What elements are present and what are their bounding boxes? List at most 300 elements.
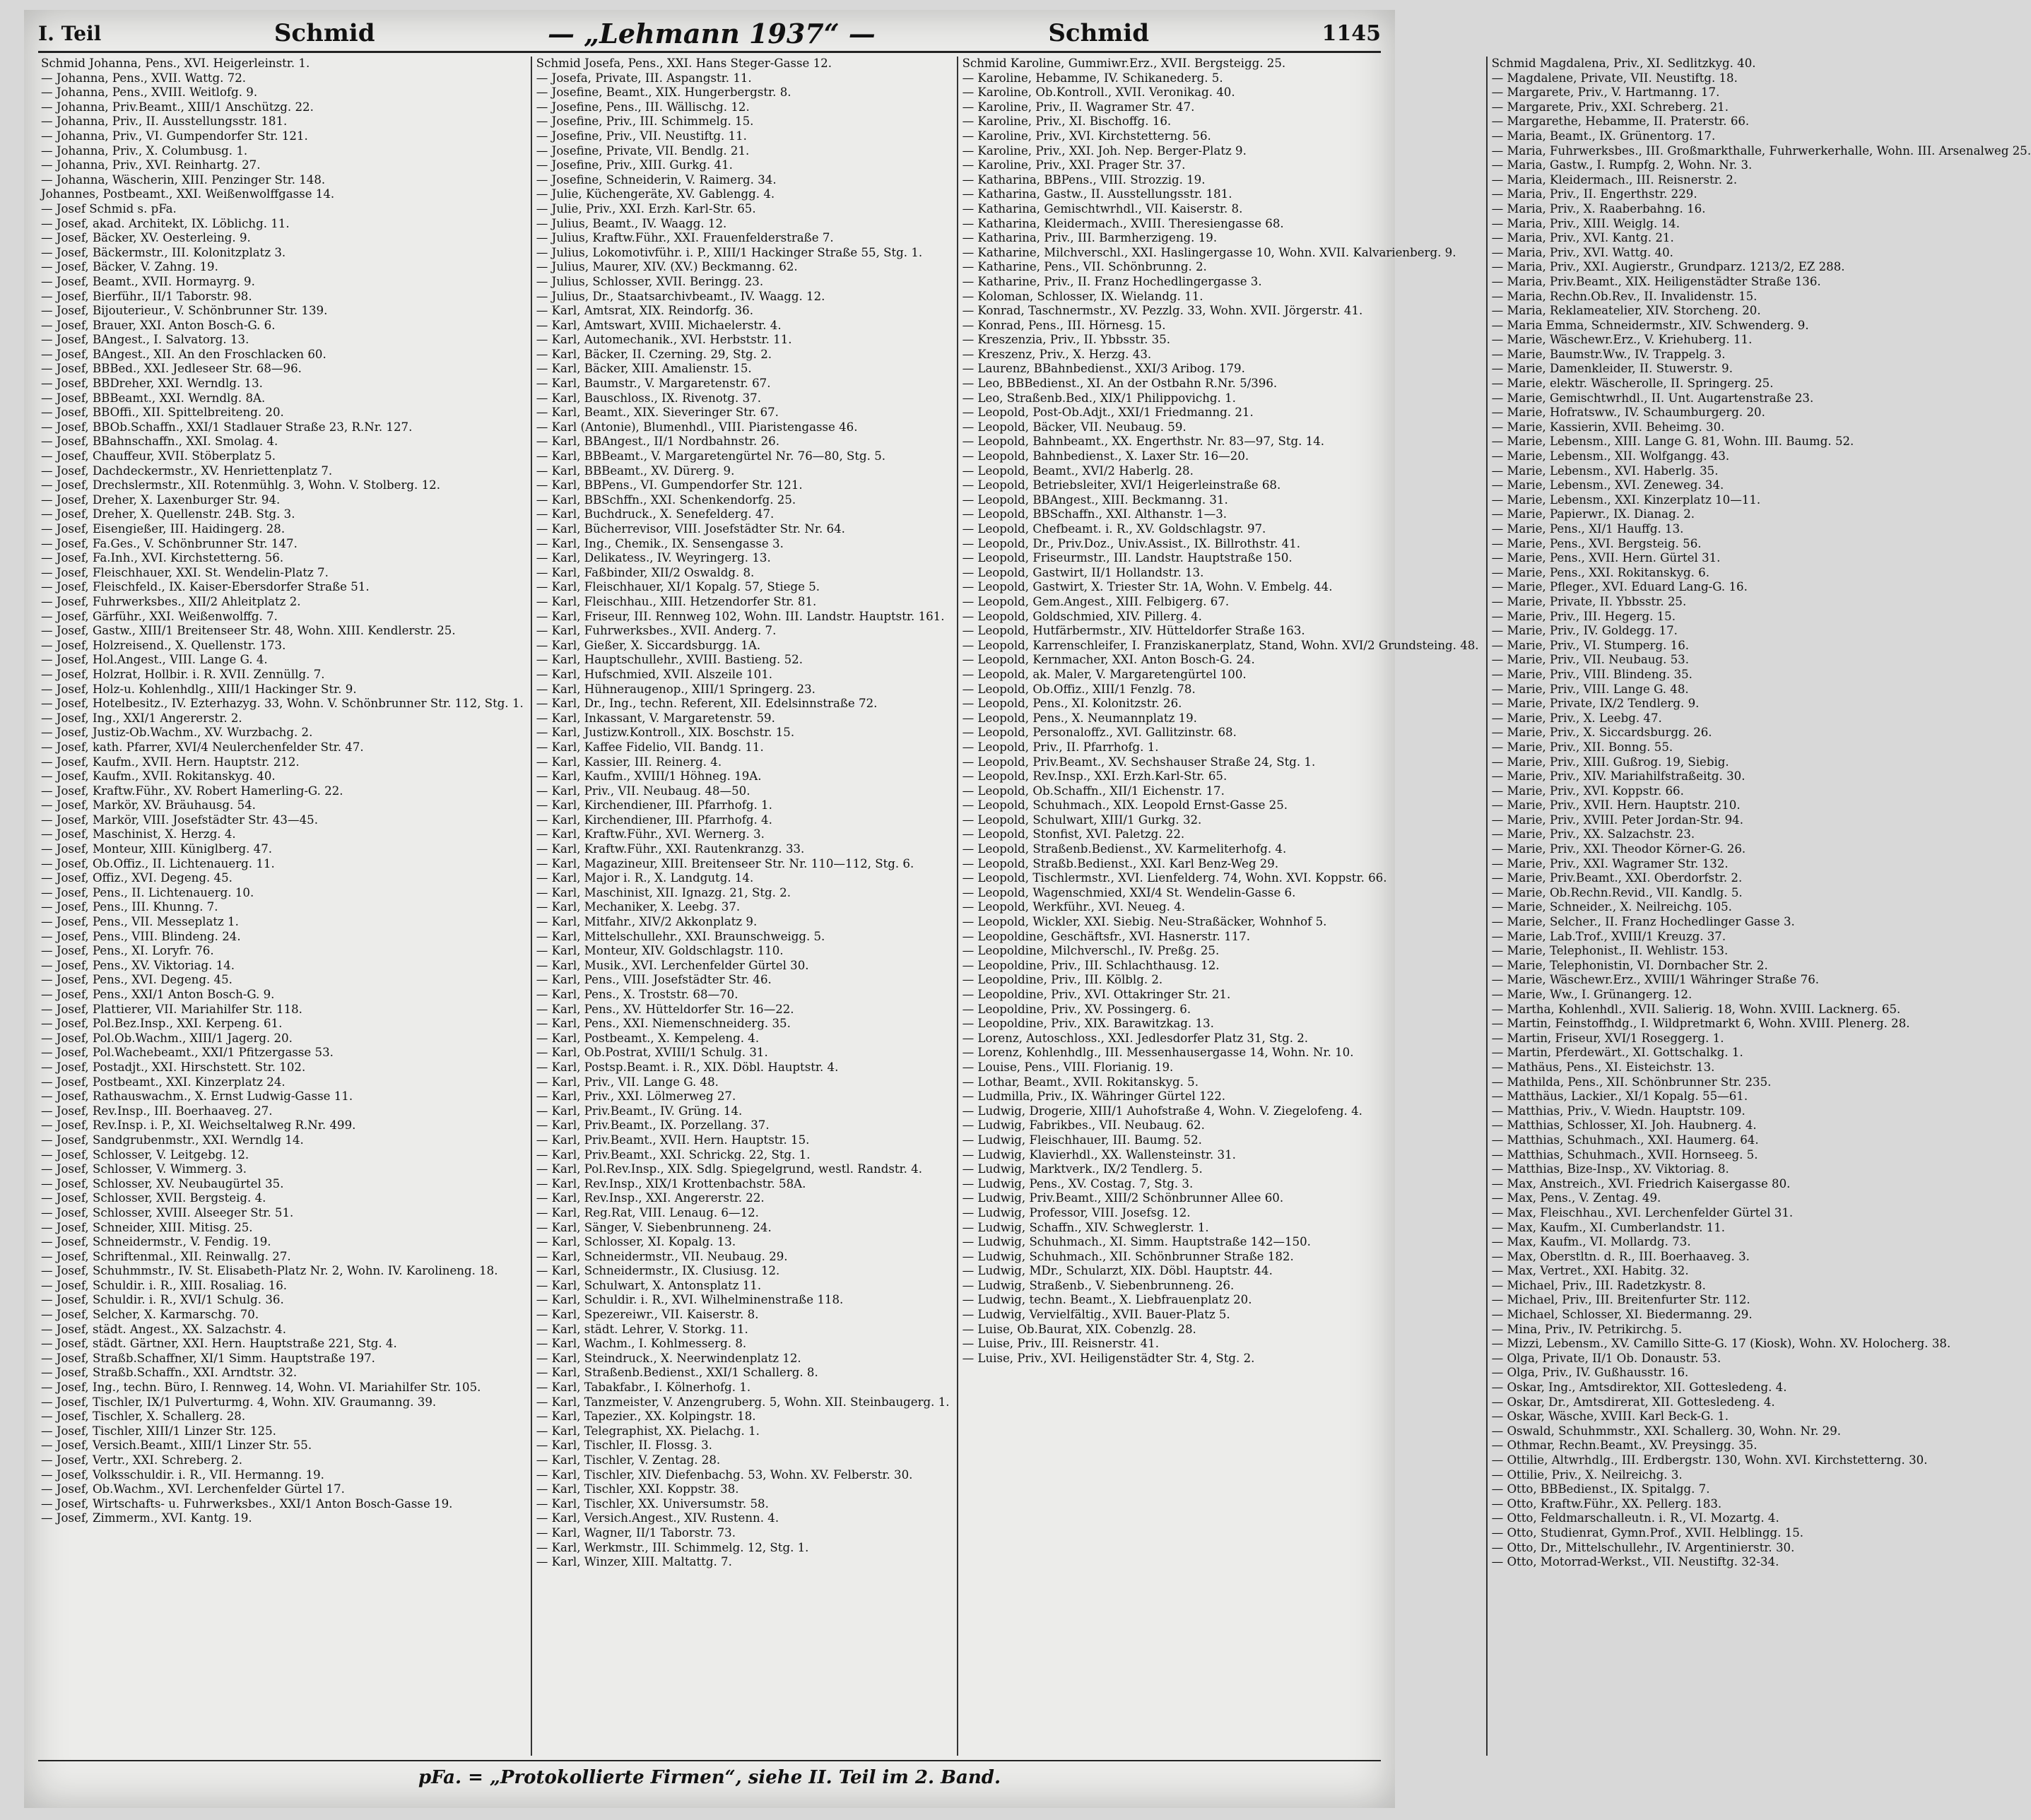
directory-entry: — Julius, Maurer, XIV. (XV.) Beckmanng. 62.	[536, 260, 798, 274]
directory-entry: — Ludwig, Klavierhdl., XX. Wallensteinstr. 31.	[962, 1147, 1236, 1162]
directory-entry: — Maria, Priv., XVI. Kantg. 21.	[1491, 231, 1674, 245]
directory-entry: — Josef, Dreher, X. Quellenstr. 24B. Stg. 3.	[41, 507, 295, 521]
directory-entry: — Leopold, Straßb.Bedienst., XXI. Karl Benz-Weg 29.	[962, 856, 1279, 870]
directory-entry: — Max, Oberstltn. d. R., III. Boerhaaveg. 3.	[1491, 1249, 1750, 1263]
directory-entry: — Karl, Maschinist, XII. Ignazg. 21, Stg. 2.	[536, 885, 791, 899]
directory-entry: — Ludwig, Drogerie, XIII/1 Auhofstraße 4, Wohn. V. Ziegelofeng. 4.	[962, 1104, 1362, 1118]
directory-entry: — Marie, Telephonistin, VI. Dornbacher Str. 2.	[1491, 958, 1768, 972]
directory-entry: — Josef, Fa.Ges., V. Schönbrunner Str. 147.	[41, 536, 298, 550]
directory-entry: — Oskar, Wäsche, XVIII. Karl Beck-G. 1.	[1491, 1410, 1729, 1424]
directory-entry: — Maria, Rechn.Ob.Rev., II. Invalidenstr. 15.	[1491, 289, 1758, 303]
directory-entry: — Marie, Priv., VIII. Lange G. 48.	[1491, 682, 1689, 696]
directory-entry: — Josef, Monteur, XIII. Küniglberg. 47.	[41, 842, 273, 856]
page-header	[38, 16, 1381, 51]
directory-entry: — Matthias, Schuhmach., XVII. Hornseeg. 5.	[1491, 1147, 1758, 1162]
directory-entry: — Josef, Markör, VIII. Josefstädter Str. 43—45.	[41, 812, 318, 827]
directory-entry: — Mathilda, Pens., XII. Schönbrunner Str. 235.	[1491, 1075, 1772, 1089]
directory-entry: — Karl, Magazineur, XIII. Breitenseer Str. Nr. 110—112, Stg. 6.	[536, 856, 914, 870]
directory-entry: — Josef, Zimmerm., XVI. Kantg. 19.	[41, 1511, 252, 1525]
directory-entry: — Karl, Tischler, XX. Universumstr. 58.	[536, 1496, 769, 1511]
directory-entry: — Karoline, Priv., XVI. Kirchstetterng. 56.	[962, 129, 1211, 143]
directory-entry: — Karl, BBAngest., II/1 Nordbahnstr. 26.	[536, 435, 779, 449]
directory-entry: — Marie, Lebensm., XIII. Lange G. 81, Wohn. III. Baumg. 52.	[1491, 435, 1854, 449]
directory-entry: — Marie, Pens., XXI. Rokitanskyg. 6.	[1491, 565, 1709, 579]
directory-entry: — Maria Emma, Schneidermstr., XIV. Schwenderg. 9.	[1491, 318, 1809, 332]
directory-entry: — Karl, Friseur, III. Rennweg 102, Wohn. III. Landstr. Hauptstr. 161.	[536, 609, 945, 623]
column-3	[957, 57, 1479, 1756]
directory-entry: — Karl, Steindruck., X. Neerwindenplatz 12.	[536, 1351, 801, 1365]
directory-entry: — Karl, Rev.Insp., XIX/1 Krottenbachstr. 58A.	[536, 1176, 806, 1190]
directory-entry: — Johanna, Pens., XVII. Wattg. 72.	[41, 71, 247, 85]
directory-entry: — Leopold, Friseurmstr., III. Landstr. Hauptstraße 150.	[962, 551, 1293, 565]
directory-entry: — Leopoldine, Priv., XVI. Ottakringer Str. 21.	[962, 988, 1231, 1001]
directory-entry: — Michael, Priv., III. Breitenfurter Str. 112.	[1491, 1293, 1750, 1307]
directory-entry: — Karoline, Priv., II. Wagramer Str. 47.	[962, 100, 1195, 114]
directory-entry: — Josef, Selcher, X. Karmarschg. 70.	[41, 1308, 259, 1322]
directory-entry: — Josef, Pens., VIII. Blindeng. 24.	[41, 929, 241, 943]
directory-entry: — Karl, Postbeamt., X. Kempeleng. 4.	[536, 1031, 760, 1045]
directory-entry: — Leopold, Pens., X. Neumannplatz 19.	[962, 711, 1197, 725]
directory-entry: — Marie, Pens., XVII. Hern. Gürtel 31.	[1491, 551, 1721, 565]
directory-entry: — Leopold, Gastwirt, X. Triester Str. 1A, Wohn. V. Embelg. 44.	[962, 580, 1333, 594]
directory-entry: — Michael, Schlosser, XI. Biedermanng. 29.	[1491, 1308, 1753, 1322]
directory-entry: — Leopold, Goldschmied, XIV. Pillerg. 4.	[962, 609, 1202, 623]
directory-entry: — Josefine, Schneiderin, V. Raimerg. 34.	[536, 172, 777, 187]
directory-entry: — Josef, Rev.Insp. i. P., XI. Weichseltalweg R.Nr. 499.	[41, 1118, 356, 1133]
directory-entry: — Karl, Bäcker, II. Czerning. 29, Stg. 2.	[536, 347, 772, 361]
directory-entry: — Ludwig, Vervielfältig., XVII. Bauer-Platz 5.	[962, 1308, 1230, 1322]
directory-entry: — Marie, Kassierin, XVII. Beheimg. 30.	[1491, 420, 1725, 434]
directory-entry: Schmid Johanna, Pens., XVI. Heigerleinstr. 1.	[41, 57, 310, 70]
directory-entry: — Marie, Papierwr., IX. Dianag. 2.	[1491, 507, 1695, 521]
directory-entry: — Karl, Buchdruck., X. Senefelderg. 47.	[536, 507, 775, 521]
directory-entry: — Josef, Sandgrubenmstr., XXI. Werndlg 14.	[41, 1133, 304, 1147]
directory-entry: — Josef, Gärführ., XXI. Weißenwolffg. 7.	[41, 609, 278, 623]
directory-entry: — Otto, Motorrad-Werkst., VII. Neustiftg. 32-34.	[1491, 1555, 1779, 1569]
directory-entry: — Oskar, Dr., Amtsdirerat, XII. Gottesledeng. 4.	[1491, 1395, 1775, 1409]
directory-entry: — Leopold, Gastwirt, II/1 Hollandstr. 13.	[962, 565, 1204, 579]
directory-entry: — Karl, Amtsrat, XIX. Reindorfg. 36.	[536, 304, 753, 318]
directory-entry: — Leopold, Tischlermstr., XVI. Lienfelderg. 74, Wohn. XVI. Koppstr. 66.	[962, 871, 1387, 885]
directory-entry: — Leopoldine, Priv., III. Kölblg. 2.	[962, 973, 1163, 987]
directory-entry: — Max, Anstreich., XVI. Friedrich Kaisergasse 80.	[1491, 1176, 1791, 1190]
directory-entry: — Karl, Baumstr., V. Margaretenstr. 67.	[536, 377, 771, 391]
directory-entry: — Karl, BBPens., VI. Gumpendorfer Str. 121.	[536, 478, 803, 492]
directory-entry: — Max, Fleischhau., XVI. Lerchenfelder Gürtel 31.	[1491, 1205, 1794, 1219]
directory-entry: — Leopold, Pens., XI. Kolonitzstr. 26.	[962, 697, 1182, 711]
directory-entry: — Marie, Pfleger., XVI. Eduard Lang-G. 16.	[1491, 580, 1748, 594]
footer-rule	[38, 1760, 1381, 1761]
directory-entry: — Josef, BBahnschaffn., XXI. Smolag. 4.	[41, 435, 278, 449]
directory-entry: — Otto, Kraftw.Führ., XX. Pellerg. 183.	[1491, 1496, 1722, 1511]
directory-entry: — Louise, Pens., VIII. Florianig. 19.	[962, 1060, 1174, 1074]
directory-entry: — Karl, Kirchendiener, III. Pfarrhofg. 1.	[536, 798, 772, 812]
directory-entry: — Karl, Mechaniker, X. Leebg. 37.	[536, 900, 741, 914]
page-footer: pFa. = „Protokollierte Firmen“, siehe II. Teil im 2. Band.	[418, 1767, 1001, 1788]
directory-entry: — Maria, Priv., XIII. Weiglg. 14.	[1491, 216, 1680, 230]
directory-entry: — Karl, Schneidermstr., IX. Clusiusg. 12.	[536, 1264, 780, 1278]
directory-entry: — Max, Pens., V. Zentag. 49.	[1491, 1191, 1661, 1205]
directory-entry: — Matthias, Schlosser, XI. Joh. Haubnerg. 4.	[1491, 1118, 1757, 1133]
directory-entry: — Josefa, Private, III. Aspangstr. 11.	[536, 71, 752, 85]
directory-entry: — Mina, Priv., IV. Petrikirchg. 5.	[1491, 1322, 1683, 1336]
directory-entry: — Karl, Gießer, X. Siccardsburgg. 1A.	[536, 638, 761, 652]
directory-entry: — Leopold, Bahnbedienst., X. Laxer Str. 16—20.	[962, 449, 1249, 463]
directory-entry: — Leopold, Wickler, XXI. Siebig. Neu-Straßäcker, Wohnhof 5.	[962, 915, 1327, 929]
directory-entry: — Mathäus, Pens., XI. Eisteichstr. 13.	[1491, 1060, 1715, 1074]
directory-entry: — Josef, Gastw., XIII/1 Breitenseer Str. 48, Wohn. XIII. Kendlerstr. 25.	[41, 624, 456, 638]
directory-entry: — Karl, Mitfahr., XIV/2 Akkonplatz 9.	[536, 915, 758, 929]
directory-entry: — Josef, Beamt., XVII. Hormayrg. 9.	[41, 274, 255, 288]
directory-entry: — Karl, Priv.Beamt., XVII. Hern. Hauptstr. 15.	[536, 1133, 810, 1147]
directory-entry: — Josef, Schlosser, XV. Neubaugürtel 35.	[41, 1176, 284, 1190]
directory-entry: — Leopoldine, Priv., III. Schlachthausg. 12.	[962, 958, 1220, 972]
directory-entry: — Leopold, Bäcker, VII. Neubaug. 59.	[962, 420, 1187, 434]
directory-entry: — Ludwig, techn. Beamt., X. Liebfrauenplatz 20.	[962, 1293, 1252, 1307]
directory-entry: — Marie, Priv., XX. Salzachstr. 23.	[1491, 827, 1695, 841]
directory-entry: — Josefine, Beamt., XIX. Hungerbergstr. 8.	[536, 85, 791, 100]
directory-entry: — Karl, Kirchendiener, III. Pfarrhofg. 4.	[536, 812, 772, 827]
directory-entry: — Karl, Tischler, V. Zentag. 28.	[536, 1453, 721, 1467]
directory-entry: — Josef, Schuldir. i. R., XVI/1 Schulg. 36.	[41, 1293, 284, 1307]
directory-entry: — Josef, Ing., XXI/1 Angererstr. 2.	[41, 711, 242, 725]
directory-entry: — Katharine, Milchverschl., XXI. Haslingergasse 10, Wohn. XVII. Kalvarienberg. 9.	[962, 245, 1456, 259]
directory-entry: — Karoline, Priv., XI. Bischoffg. 16.	[962, 114, 1172, 129]
directory-entry: — Magdalene, Private, VII. Neustiftg. 18.	[1491, 71, 1738, 85]
directory-entry: — Marie, Priv.Beamt., XXI. Oberdorfstr. 2.	[1491, 871, 1743, 885]
directory-entry: — Marie, Priv., VII. Neubaug. 53.	[1491, 653, 1690, 667]
column-1	[37, 57, 524, 1756]
directory-entry: — Karl, Telegraphist, XX. Pielachg. 1.	[536, 1424, 760, 1438]
directory-entry: — Julie, Priv., XXI. Erzh. Karl-Str. 65.	[536, 201, 756, 215]
directory-entry: — Josef, Pens., XVI. Degeng. 45.	[41, 973, 232, 987]
directory-entry: — Karl, Kraftw.Führ., XXI. Rautenkranzg. 33.	[536, 842, 805, 856]
directory-entry: — Ludwig, MDr., Schularzt, XIX. Döbl. Hauptstr. 44.	[962, 1264, 1273, 1278]
directory-entry: — Katharina, Priv., III. Barmherzigeng. 19.	[962, 231, 1218, 245]
directory-entry: — Matthias, Priv., V. Wiedn. Hauptstr. 109.	[1491, 1104, 1746, 1118]
directory-entry: — Ludwig, Schuhmach., XII. Schönbrunner Straße 182.	[962, 1249, 1294, 1263]
directory-entry: — Otto, Studienrat, Gymn.Prof., XVII. Helblingg. 15.	[1491, 1525, 1804, 1540]
directory-entry: — Ludwig, Marktverk., IX/2 Tendlerg. 5.	[962, 1162, 1203, 1176]
directory-entry: — Matthias, Bize-Insp., XV. Viktoriag. 8.	[1491, 1162, 1729, 1176]
directory-entry: — Josef, Eisengießer, III. Haidingerg. 28.	[41, 522, 285, 536]
directory-entry: — Karl, Beamt., XIX. Sieveringer Str. 67.	[536, 406, 779, 420]
directory-entry: — Karl, Winzer, XIII. Maltattg. 7.	[536, 1555, 732, 1569]
directory-entry: — Josef, städt. Angest., XX. Salzachstr. 4.	[41, 1322, 287, 1336]
directory-entry: — Konrad, Taschnermstr., XV. Pezzlg. 33, Wohn. XVII. Jörgerstr. 41.	[962, 304, 1363, 318]
directory-entry: — Josef, Bierführ., II/1 Taborstr. 98.	[41, 289, 252, 303]
directory-entry: — Marie, Gemischtwrhdl., II. Unt. Augartenstraße 23.	[1491, 391, 1814, 405]
directory-entry: — Josef, Fleischhauer, XXI. St. Wendelin-Platz 7.	[41, 565, 329, 579]
directory-entry: — Marie, Priv., X. Leebg. 47.	[1491, 711, 1662, 725]
directory-entry: — Leopold, Dr., Priv.Doz., Univ.Assist., IX. Billrothstr. 41.	[962, 536, 1301, 550]
directory-entry: — Karl, Bäcker, XIII. Amalienstr. 15.	[536, 362, 752, 376]
directory-entry: — Karl, BBBeamt., V. Margaretengürtel Nr. 76—80, Stg. 5.	[536, 449, 886, 463]
directory-entry: — Josef, Dachdeckermstr., XV. Henriettenplatz 7.	[41, 463, 333, 478]
directory-entry: — Josef, BBBeamt., XXI. Werndlg. 8A.	[41, 391, 266, 405]
directory-entry: — Olga, Priv., IV. Gußhausstr. 16.	[1491, 1366, 1689, 1380]
directory-entry: — Karl, Werkmstr., III. Schimmelg. 12, Stg. 1.	[536, 1540, 809, 1554]
directory-entry: — Oswald, Schuhmmstr., XXI. Schallerg. 30, Wohn. Nr. 29.	[1491, 1424, 1842, 1438]
directory-entry: — Karl, Sänger, V. Siebenbrunneng. 24.	[536, 1220, 772, 1234]
directory-entry: — Josefine, Pens., III. Wällischg. 12.	[536, 100, 750, 114]
directory-entry: — Josefine, Priv., VII. Neustiftg. 11.	[536, 129, 747, 143]
directory-entry: — Josef, kath. Pfarrer, XVI/4 Neulerchenfelder Str. 47.	[41, 740, 364, 754]
header-rule	[38, 51, 1381, 53]
directory-entry: — Marie, Priv., III. Hegerg. 15.	[1491, 609, 1676, 623]
directory-entry: — Marie, Priv., XXI. Wagramer Str. 132.	[1491, 856, 1729, 870]
directory-entry: — Karl, Pens., VIII. Josefstädter Str. 46.	[536, 973, 772, 987]
directory-entry: — Marie, Priv., XIV. Mariahilfstraßeitg. 30.	[1491, 769, 1746, 784]
directory-entry: — Margarete, Priv., XXI. Schreberg. 21.	[1491, 100, 1729, 114]
directory-entry: — Josef, Rathauswachm., X. Ernst Ludwig-Gasse 11.	[41, 1089, 353, 1104]
directory-entry: — Leo, BBBedienst., XI. An der Ostbahn R.Nr. 5/396.	[962, 377, 1278, 391]
directory-entry: — Marie, Baumstr.Ww., IV. Trappelg. 3.	[1491, 347, 1726, 361]
directory-entry: — Josef, Fa.Inh., XVI. Kirchstetterng. 56.	[41, 551, 284, 565]
directory-entry: — Julius, Kraftw.Führ., XXI. Frauenfelderstraße 7.	[536, 231, 834, 245]
directory-entry: — Leopoldine, Milchverschl., IV. Preßg. 25.	[962, 944, 1220, 958]
directory-entry: — Marie, Selcher., II. Franz Hochedlinger Gasse 3.	[1491, 915, 1795, 929]
directory-entry: — Max, Kaufm., XI. Cumberlandstr. 11.	[1491, 1220, 1726, 1234]
directory-entry: — Karl, städt. Lehrer, V. Storkg. 11.	[536, 1322, 748, 1336]
directory-entry: — Josef, Schneidermstr., V. Fendig. 19.	[41, 1235, 271, 1249]
directory-entry: — Josef, Pens., VII. Messeplatz 1.	[41, 915, 239, 929]
directory-entry: — Max, Vertret., XXI. Habitg. 32.	[1491, 1264, 1689, 1278]
directory-entry: — Josef, BBOffi., XII. Spittelbreiteng. 20.	[41, 406, 284, 420]
directory-entry: — Karl, Kaufm., XVIII/1 Höhneg. 19A.	[536, 769, 762, 784]
directory-entry: — Leopoldine, Geschäftsfr., XVI. Hasnerstr. 117.	[962, 929, 1251, 943]
directory-entry: — Katharina, Gemischtwrhdl., VII. Kaiserstr. 8.	[962, 201, 1243, 215]
directory-entry: — Leopold, Wagenschmied, XXI/4 St. Wendelin-Gasse 6.	[962, 885, 1296, 899]
directory-entry: — Leopold, Personaloffz., XVI. Gallitzinstr. 68.	[962, 726, 1237, 740]
directory-entry: — Josef, Fleischfeld., IX. Kaiser-Ebersdorfer Straße 51.	[41, 580, 370, 594]
directory-entry: — Karl, Tapezier., XX. Kolpingstr. 18.	[536, 1410, 756, 1424]
directory-entry: — Luise, Ob.Baurat, XIX. Cobenzlg. 28.	[962, 1322, 1196, 1336]
directory-entry: — Josef, Maschinist, X. Herzg. 4.	[41, 827, 236, 841]
directory-entry: — Karl, Amtswart, XVIII. Michaelerstr. 4.	[536, 318, 782, 332]
directory-entry: — Marie, Wäschewr.Erz., V. Kriehuberg. 11.	[1491, 333, 1753, 347]
directory-entry: — Karl, Inkassant, V. Margaretenstr. 59.	[536, 711, 775, 725]
directory-entry: — Karl, Hühneraugenop., XIII/1 Springerg. 23.	[536, 682, 816, 696]
directory-entry: — Leopold, Straßenb.Bedienst., XV. Karmeliterhofg. 4.	[962, 842, 1287, 856]
directory-entry: — Ludmilla, Priv., IX. Währinger Gürtel 122.	[962, 1089, 1226, 1104]
directory-entry: — Josef, akad. Architekt, IX. Löblichg. 11.	[41, 216, 290, 230]
directory-entry: — Josef, Straßb.Schaffn., XXI. Arndtstr. 32.	[41, 1366, 298, 1380]
header-left-name: Schmid	[273, 19, 375, 47]
directory-entry: — Martin, Friseur, XVI/1 Roseggerg. 1.	[1491, 1031, 1724, 1045]
directory-entry: — Josef, Ob.Offiz., II. Lichtenauerg. 11.	[41, 856, 275, 870]
directory-entry: — Josef, Offiz., XVI. Degeng. 45.	[41, 871, 232, 885]
column-2	[531, 57, 950, 1756]
directory-entry: — Josef, Straßb.Schaffner, XI/1 Simm. Hauptstraße 197.	[41, 1351, 375, 1365]
directory-entry: — Josef, Tischler, IX/1 Pulverturmg. 4, Wohn. XIV. Graumanng. 39.	[41, 1395, 437, 1409]
directory-entry: — Luise, Priv., XVI. Heiligenstädter Str. 4, Stg. 2.	[962, 1351, 1255, 1365]
directory-entry: — Josef, Schriftenmal., XII. Reinwallg. 27.	[41, 1249, 291, 1263]
directory-entry: — Luise, Priv., III. Reisnerstr. 41.	[962, 1337, 1159, 1351]
directory-entry: — Josef, Holzrat, Hollbir. i. R. XVII. Zennüllg. 7.	[41, 667, 325, 681]
directory-entry: — Josef, Bijouterieur., V. Schönbrunner Str. 139.	[41, 304, 328, 318]
directory-entry: — Karl, Priv.Beamt., IX. Porzellang. 37.	[536, 1118, 770, 1133]
directory-entry: — Julie, Küchengeräte, XV. Gablengg. 4.	[536, 187, 775, 201]
directory-entry: — Marie, Priv., X. Siccardsburgg. 26.	[1491, 726, 1712, 740]
directory-entry: — Lorenz, Autoschloss., XXI. Jedlesdorfer Platz 31, Stg. 2.	[962, 1031, 1309, 1045]
directory-entry: — Karoline, Priv., XXI. Joh. Nep. Berger-Platz 9.	[962, 143, 1247, 158]
directory-entry: — Othmar, Rechn.Beamt., XV. Preysingg. 35.	[1491, 1438, 1758, 1453]
directory-entry: — Leopold, Hutfärbermstr., XIV. Hütteldorfer Straße 163.	[962, 624, 1305, 638]
directory-entry: — Josef, Schuldir. i. R., XIII. Rosaliag. 16.	[41, 1278, 288, 1292]
directory-entry: — Leo, Straßenb.Bed., XIX/1 Philippovichg. 1.	[962, 391, 1236, 405]
directory-entry: — Josef, Bäckermstr., III. Kolonitzplatz 3.	[41, 245, 286, 259]
directory-entry: — Josef, BBBed., XXI. Jedleseer Str. 68—96.	[41, 362, 302, 376]
directory-entry: — Karl, Priv., XXI. Lölmerweg 27.	[536, 1089, 736, 1104]
page-number: 1145	[1321, 20, 1381, 46]
directory-entry: — Josef, BBOb.Schaffn., XXI/1 Stadlauer Straße 23, R.Nr. 127.	[41, 420, 413, 434]
directory-entry: — Katharina, Gastw., II. Ausstellungsstr. 181.	[962, 187, 1232, 201]
directory-entry: — Marie, Private, II. Ybbsstr. 25.	[1491, 594, 1687, 608]
directory-entry: — Marie, Priv., VIII. Blindeng. 35.	[1491, 667, 1692, 681]
directory-entry: — Josef, Versich.Beamt., XIII/1 Linzer Str. 55.	[41, 1438, 312, 1453]
directory-entry: — Josef, Rev.Insp., III. Boerhaaveg. 27.	[41, 1104, 273, 1118]
directory-entry: — Karl, Fuhrwerksbes., XVII. Anderg. 7.	[536, 624, 777, 638]
directory-entry: — Karl (Antonie), Blumenhdl., VIII. Piaristengasse 46.	[536, 420, 858, 434]
directory-entry: — Konrad, Pens., III. Hörnesg. 15.	[962, 318, 1166, 332]
directory-entry: — Karl, Justizw.Kontroll., XIX. Boschstr. 15.	[536, 726, 795, 740]
directory-entry: — Karoline, Ob.Kontroll., XVII. Veronikag. 40.	[962, 85, 1235, 100]
directory-entry: Schmid Karoline, Gummiwr.Erz., XVII. Bergsteigg. 25.	[962, 57, 1286, 70]
directory-entry: — Maria, Reklameatelier, XIV. Storcheng. 20.	[1491, 304, 1761, 318]
directory-entry: — Marie, Priv., XXI. Theodor Körner-G. 26.	[1491, 842, 1746, 856]
directory-entry: — Marie, elektr. Wäscherolle, II. Springerg. 25.	[1491, 377, 1774, 391]
directory-entry: — Josef, Bäcker, XV. Oesterleing. 9.	[41, 231, 251, 245]
directory-entry: — Karl, Schneidermstr., VII. Neubaug. 29.	[536, 1249, 788, 1263]
directory-entry: — Josefine, Private, VII. Bendlg. 21.	[536, 143, 750, 158]
directory-entry: — Leopold, Bahnbeamt., XX. Engerthstr. Nr. 83—97, Stg. 14.	[962, 435, 1325, 449]
directory-entry: — Karl, Fleischhau., XIII. Hetzendorfer Str. 81.	[536, 594, 817, 608]
directory-entry: — Karl, Kassier, III. Reinerg. 4.	[536, 755, 722, 769]
directory-entry: — Johanna, Wäscherin, XIII. Penzinger Str. 148.	[41, 172, 326, 187]
directory-entry: — Karl, Dr., Ing., techn. Referent, XII. Edelsinnstraße 72.	[536, 697, 878, 711]
directory-entry: — Karl, Tanzmeister, V. Anzengruberg. 5, Wohn. XII. Steinbaugerg. 1.	[536, 1395, 950, 1409]
directory-entry: — Katharina, BBPens., VIII. Strozzig. 19.	[962, 172, 1206, 187]
directory-entry: — Josef, BAngest., I. Salvatorg. 13.	[41, 333, 249, 347]
directory-entry: — Marie, Pens., XI/1 Hauffg. 13.	[1491, 522, 1684, 536]
directory-entry: — Karl, Schlosser, XI. Kopalg. 13.	[536, 1235, 736, 1249]
directory-entry: — Josef, Bäcker, V. Zahng. 19.	[41, 260, 218, 274]
directory-entry: — Josef, Dreher, X. Laxenburger Str. 94.	[41, 492, 281, 507]
directory-entry: — Josef, Hotelbesitz., IV. Ezterhazyg. 33, Wohn. V. Schönbrunner Str. 112, Stg. 1.	[41, 697, 524, 711]
directory-entry: — Maria, Gastw., I. Rumpfg. 2, Wohn. Nr. 3.	[1491, 158, 1753, 172]
directory-entry: — Josef, Pens., XV. Viktoriag. 14.	[41, 958, 235, 972]
directory-entry: — Leopold, Priv.Beamt., XV. Sechshauser Straße 24, Stg. 1.	[962, 755, 1316, 769]
directory-entry: — Marie, Priv., XIII. Gußrog. 19, Siebig.	[1491, 755, 1729, 769]
directory-entry: — Maria, Priv., X. Raaberbahng. 16.	[1491, 201, 1706, 215]
directory-entry: — Ottilie, Priv., X. Neilreichg. 3.	[1491, 1467, 1683, 1482]
directory-entry: — Leopold, Stonfist, XVI. Paletzg. 22.	[962, 827, 1185, 841]
directory-entry: — Karl, Postsp.Beamt. i. R., XIX. Döbl. Hauptstr. 4.	[536, 1060, 839, 1074]
directory-entry: — Leopold, ak. Maler, V. Margaretengürtel 100.	[962, 667, 1247, 681]
directory-entry: — Marie, Ww., I. Grünangerg. 12.	[1491, 988, 1692, 1001]
directory-entry: — Josef, Pens., XI. Loryfr. 76.	[41, 944, 214, 958]
directory-entry: — Karl, Delikatess., IV. Weyringerg. 13.	[536, 551, 771, 565]
directory-entry: — Leopold, Ob.Offiz., XIII/1 Fenzlg. 78.	[962, 682, 1196, 696]
directory-entry: — Johanna, Priv., X. Columbusg. 1.	[41, 143, 248, 158]
directory-entry: — Leopold, Werkführ., XVI. Neueg. 4.	[962, 900, 1186, 914]
directory-entry: — Karl, Pens., XV. Hütteldorfer Str. 16—22.	[536, 1002, 794, 1016]
directory-entry: — Matthias, Schuhmach., XXI. Haumerg. 64.	[1491, 1133, 1759, 1147]
directory-entry: — Julius, Dr., Staatsarchivbeamt., IV. Waagg. 12.	[536, 289, 825, 303]
directory-entry: — Lorenz, Kohlenhdlg., III. Messenhausergasse 14, Wohn. Nr. 10.	[962, 1046, 1354, 1060]
directory-entry: — Josef, Holzreisend., X. Quellenstr. 173.	[41, 638, 286, 652]
directory-entry: — Karl, Versich.Angest., XIV. Rustenn. 4.	[536, 1511, 779, 1525]
directory-entry: — Johanna, Pens., XVIII. Weitlofg. 9.	[41, 85, 258, 100]
directory-entry: — Maria, Beamt., IX. Grünentorg. 17.	[1491, 129, 1716, 143]
directory-entry: — Oskar, Ing., Amtsdirektor, XII. Gottesledeng. 4.	[1491, 1381, 1787, 1395]
directory-entry: — Ottilie, Altwrhdlg., III. Erdbergstr. 130, Wohn. XVI. Kirchstetterng. 30.	[1491, 1453, 1928, 1467]
directory-entry: — Karl, Schulwart, X. Antonsplatz 11.	[536, 1278, 762, 1292]
directory-entry: — Josef, Markör, XV. Bräuhausg. 54.	[41, 798, 256, 812]
directory-entry: — Karl, Tischler, XIV. Diefenbachg. 53, Wohn. XV. Felberstr. 30.	[536, 1467, 913, 1482]
directory-entry: — Matthäus, Lackier., XI/1 Kopalg. 55—61.	[1491, 1089, 1748, 1104]
directory-entry: — Martha, Kohlenhdl., XVII. Salierig. 18, Wohn. XVIII. Lacknerg. 65.	[1491, 1002, 1901, 1016]
directory-entry: — Leopold, Gem.Angest., XIII. Felbigerg. 67.	[962, 594, 1230, 608]
directory-entry: — Karl, Bücherrevisor, VIII. Josefstädter Str. Nr. 64.	[536, 522, 845, 536]
directory-entry: — Karl, Spezereiwr., VII. Kaiserstr. 8.	[536, 1308, 759, 1322]
directory-entry: — Josef, Pens., II. Lichtenauerg. 10.	[41, 885, 254, 899]
directory-entry: — Josef, Kaufm., XVII. Rokitanskyg. 40.	[41, 769, 276, 784]
directory-entry: — Olga, Private, II/1 Ob. Donaustr. 53.	[1491, 1351, 1721, 1365]
directory-entry: — Marie, Pens., XVI. Bergsteig. 56.	[1491, 536, 1702, 550]
directory-entry: — Karl, Reg.Rat, VIII. Lenaug. 6—12.	[536, 1205, 759, 1219]
directory-entry: — Marie, Wäschewr.Erz., XVIII/1 Währinger Straße 76.	[1491, 973, 1820, 987]
directory-entry: — Josef, Pol.Bez.Insp., XXI. Kerpeng. 61.	[41, 1017, 283, 1031]
directory-entry: — Karl, Priv.Beamt., IV. Grüng. 14.	[536, 1104, 743, 1118]
header-right-name: Schmid	[1048, 19, 1149, 47]
directory-entry: — Otto, BBBedienst., IX. Spitalgg. 7.	[1491, 1482, 1710, 1496]
directory-entry: — Karl, Rev.Insp., XXI. Angererstr. 22.	[536, 1191, 765, 1205]
directory-entry: — Josef, Ob.Wachm., XVI. Lerchenfelder Gürtel 17.	[41, 1482, 345, 1496]
directory-entry: — Ludwig, Schaffn., XIV. Schweglerstr. 1.	[962, 1220, 1209, 1234]
column-4	[1486, 57, 2031, 1756]
directory-entry: — Ludwig, Straßenb., V. Siebenbrunneng. 26.	[962, 1278, 1235, 1292]
directory-entry: — Marie, Priv., XVIII. Peter Jordan-Str. 94.	[1491, 812, 1743, 827]
directory-entry: — Julius, Beamt., IV. Waagg. 12.	[536, 216, 727, 230]
directory-entry: — Josef, Holz-u. Kohlenhdlg., XIII/1 Hackinger Str. 9.	[41, 682, 357, 696]
directory-entry: — Marie, Lebensm., XVI. Zeneweg. 34.	[1491, 478, 1724, 492]
directory-entry: — Leopold, Betriebsleiter, XVI/1 Heigerleinstraße 68.	[962, 478, 1281, 492]
directory-entry: — Marie, Priv., IV. Goldegg. 17.	[1491, 624, 1678, 638]
directory-entry: — Karl, Kraftw.Führ., XVI. Wernerg. 3.	[536, 827, 765, 841]
directory-entry: — Karl, Monteur, XIV. Goldschlagstr. 110.	[536, 944, 784, 958]
directory-entry: — Karl, Kaffee Fidelio, VII. Bandg. 11.	[536, 740, 764, 754]
directory-entry: — Josef, Fuhrwerksbes., XII/2 Ahleitplatz 2.	[41, 594, 301, 608]
directory-entry: — Leopold, Beamt., XVI/2 Haberlg. 28.	[962, 463, 1194, 478]
directory-entry: — Leopold, Post-Ob.Adjt., XXI/1 Friedmanng. 21.	[962, 406, 1254, 420]
directory-entry: — Maria, Priv., XXI. Augierstr., Grundparz. 1213/2, EZ 288.	[1491, 260, 1845, 274]
directory-entry: — Kreszenz, Priv., X. Herzg. 43.	[962, 347, 1152, 361]
directory-entry: — Josef, Brauer, XXI. Anton Bosch-G. 6.	[41, 318, 276, 332]
directory-entry: — Maria, Fuhrwerksbes., III. Großmarkthalle, Fuhrwerkerhalle, Wohn. III. Arsenalweg 25.	[1491, 143, 2031, 158]
directory-entry: — Leopold, BBAngest., XIII. Beckmanng. 31.	[962, 492, 1228, 507]
directory-entry: — Leopold, Schuhmach., XIX. Leopold Ernst-Gasse 25.	[962, 798, 1288, 812]
directory-entry: — Maria, Kleidermach., III. Reisnerstr. 2.	[1491, 172, 1738, 187]
directory-entry: — Josef, Pens., III. Khunng. 7.	[41, 900, 218, 914]
directory-entry: — Marie, Private, IX/2 Tendlerg. 9.	[1491, 697, 1700, 711]
directory-entry: — Laurenz, BBahnbedienst., XXI/3 Aribog. 179.	[962, 362, 1245, 376]
directory-entry: — Karoline, Priv., XXI. Prager Str. 37.	[962, 158, 1186, 172]
directory-entry: — Julius, Lokomotivführ. i. P., XIII/1 Hackinger Straße 55, Stg. 1.	[536, 245, 923, 259]
directory-entry: — Johanna, Priv., XVI. Reinhartg. 27.	[41, 158, 261, 172]
directory-entry: — Ludwig, Pens., XV. Costag. 7, Stg. 3.	[962, 1176, 1194, 1190]
